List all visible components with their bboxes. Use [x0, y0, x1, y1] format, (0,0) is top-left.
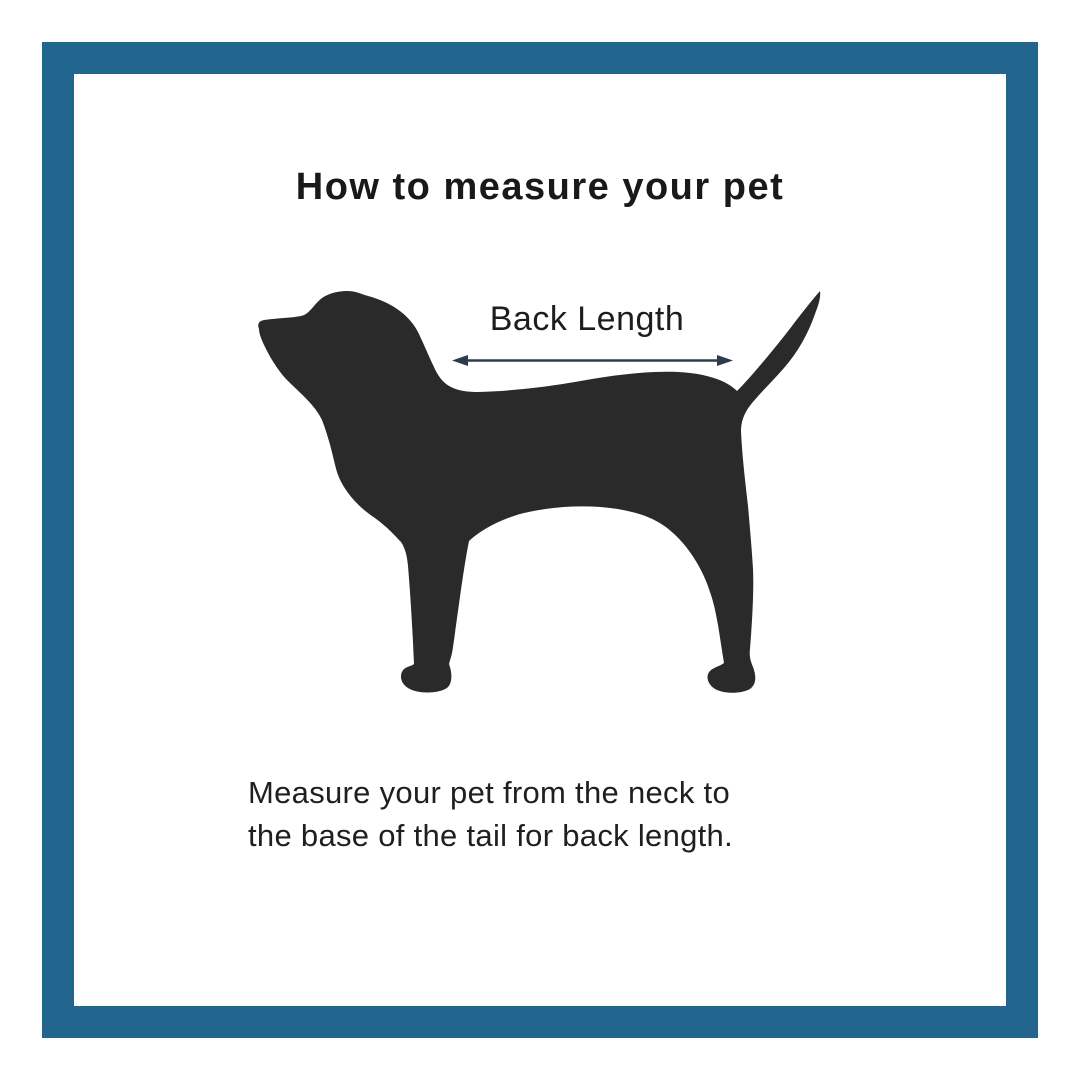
dog-silhouette-icon: [250, 285, 830, 700]
arrow-head-right: [717, 355, 733, 366]
double-arrow-icon: [450, 350, 735, 370]
description-line-1: Measure your pet from the neck to: [248, 775, 731, 810]
description-line-2: the base of the tail for back length.: [248, 818, 734, 853]
description-text: [248, 771, 888, 857]
arrow-head-left: [452, 355, 468, 366]
back-length-label: Back Length: [489, 300, 685, 338]
page-title: How to measure your pet: [295, 166, 785, 208]
